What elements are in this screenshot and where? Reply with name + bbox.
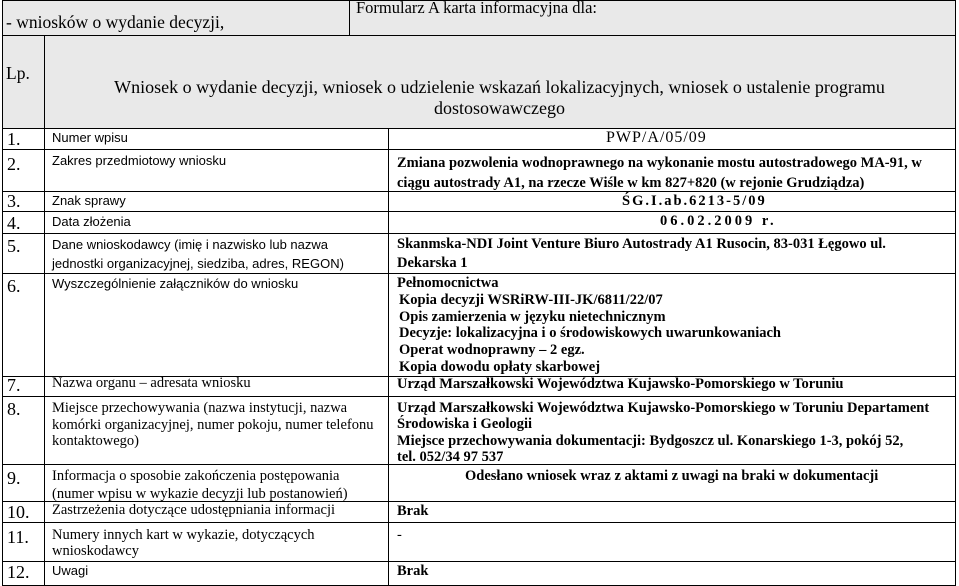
- row-label-line: wnioskodawcy: [52, 543, 139, 559]
- row-label: [52, 235, 344, 273]
- row-label: [52, 527, 315, 559]
- table-border: [955, 0, 956, 586]
- row-label-line: komórki organizacyjnej, numer pokoju, numer telefonu: [52, 416, 374, 433]
- row-value: [397, 503, 428, 520]
- row-label-line: Numery innych kart w wykazie, dotyczących: [52, 527, 315, 543]
- attachment-item: Pełnomocnictwa: [397, 275, 499, 291]
- row-number: 3.: [7, 191, 21, 211]
- row-value-line: Skanmska-NDI Joint Venture Biuro Autostrady A1 Rusocin, 83-031 Łęgowo ul.: [397, 236, 886, 252]
- row-value: [397, 153, 922, 193]
- table-border: [2, 0, 3, 586]
- row-number: 11.: [7, 527, 29, 547]
- row-value: [397, 527, 402, 544]
- row-number: 12.: [7, 562, 30, 582]
- document-title: [44, 77, 955, 119]
- row-label: [52, 502, 335, 519]
- attachment-item: Operat wodnoprawny – 2 egz.: [399, 342, 585, 359]
- header-left-note: - wniosków o wydanie decyzji,: [6, 12, 225, 32]
- attachment-item: Opis zamierzenia w języku nietechnicznym: [399, 308, 666, 325]
- row-value-line: Zmiana pozwolenia wodnoprawnego na wykonanie mostu autostradowego MA-91, w: [397, 155, 922, 171]
- row-value-line: ŚG.I.ab.6213-5/09: [622, 193, 767, 209]
- row-value-line: Dekarska 1: [397, 255, 468, 271]
- table-border: [2, 561, 956, 562]
- row-label: [52, 276, 298, 292]
- table-border: [388, 128, 389, 586]
- row-value: [397, 400, 929, 465]
- row-label-line: kontaktowego): [52, 433, 139, 449]
- attachment-item: Kopia dowodu opłaty skarbowej: [399, 358, 601, 375]
- row-value: [397, 275, 781, 376]
- row-label-line: Informacja o sposobie zakończenia postępowania: [52, 468, 340, 484]
- row-label: [52, 400, 373, 450]
- row-label: [52, 563, 88, 579]
- row-number: 7.: [7, 375, 21, 395]
- row-value-line: Brak: [397, 563, 429, 579]
- row-label-line: (numer wpisu w wykazie decyzji lub postanowień): [52, 486, 348, 502]
- table-border: [349, 0, 350, 35]
- row-label-line: Zakres przedmiotowy wniosku: [52, 153, 227, 168]
- row-value: [622, 193, 767, 210]
- table-border: [2, 35, 956, 36]
- table-border: [2, 396, 956, 397]
- row-label-line: Miejsce przechowywania (nazwa instytucji, nazwa: [52, 400, 348, 416]
- row-label: [52, 467, 348, 503]
- row-number: 9.: [7, 468, 21, 488]
- table-border: [2, 522, 956, 523]
- row-value: [397, 235, 886, 273]
- table-border: [2, 233, 956, 234]
- form-title: Formularz A karta informacyjna dla:: [356, 0, 598, 17]
- row-number: 1.: [7, 129, 21, 149]
- row-value-line: Środowiska i Geologii: [397, 416, 533, 433]
- row-label-line: Zastrzeżenia dotyczące udostępniania informacji: [52, 502, 336, 518]
- row-label: [52, 193, 126, 209]
- row-number: 10.: [7, 502, 30, 522]
- row-label: [52, 153, 226, 169]
- row-value-line: Miejsce przechowywania dokumentacji: Bydgoszcz ul. Konarskiego 1-3, pokój 52,: [397, 432, 904, 449]
- row-value: [397, 376, 843, 393]
- row-value-line: PWP/A/05/09: [606, 129, 707, 146]
- row-label-line: Data złożenia: [52, 214, 131, 229]
- row-value: [397, 563, 428, 580]
- row-label-line: Nazwa organu – adresata wniosku: [52, 375, 251, 391]
- row-value-line: -: [397, 527, 402, 543]
- table-border: [2, 149, 956, 150]
- row-label-line: Uwagi: [52, 563, 89, 578]
- row-label-line: Dane wnioskodawcy (imię i nazwisko lub nazwa: [52, 237, 329, 252]
- row-label: [52, 375, 251, 392]
- lp-header: Lp.: [6, 63, 30, 83]
- row-label-line: Wyszczególnienie załączników do wniosku: [52, 276, 299, 291]
- document-title-line: Wniosek o wydanie decyzji, wniosek o udzielenie wskazań lokalizacyjnych, wniosek o ustalenie programu: [114, 77, 885, 97]
- row-value-line: ciągu autostrady A1, na rzecze Wiśle w km 827+820 (w rejonie Grudziądza): [397, 175, 865, 191]
- row-number: 5.: [7, 236, 21, 256]
- row-label-line: Znak sprawy: [52, 193, 126, 208]
- attachment-item: Decyzje: lokalizacyjna i o środowiskowych uwarunkowaniach: [399, 325, 781, 342]
- row-value: [606, 129, 707, 147]
- table-border: [2, 273, 956, 274]
- row-label-line: jednostki organizacyjnej, siedziba, adres, REGON): [52, 256, 344, 271]
- row-label: [52, 214, 131, 230]
- document-title-line: dostosowawczego: [434, 98, 565, 118]
- row-label: [52, 130, 128, 146]
- row-number: 6.: [7, 276, 21, 296]
- row-value-line: Brak: [397, 503, 429, 519]
- row-number: 2.: [7, 154, 21, 174]
- row-number: 8.: [7, 399, 21, 419]
- row-value-line: tel. 052/34 97 537: [397, 448, 504, 465]
- table-border: [2, 211, 956, 212]
- table-border: [2, 128, 956, 129]
- row-value-line: Urząd Marszałkowski Województwa Kujawsko-Pomorskiego w Toruniu Departament: [397, 400, 930, 416]
- row-label-line: Numer wpisu: [52, 130, 128, 145]
- row-value: [660, 213, 777, 230]
- row-value-line: Urząd Marszałkowski Województwa Kujawsko-Pomorskiego w Toruniu: [397, 376, 844, 392]
- row-number: 4.: [7, 213, 21, 233]
- attachment-item: Kopia decyzji WSRiRW-III-JK/6811/22/07: [399, 291, 663, 308]
- row-value-line: 06.02.2009 r.: [660, 213, 777, 229]
- row-value-line: Odesłano wniosek wraz z aktami z uwagi na braki w dokumentacji: [465, 468, 879, 484]
- row-value: [465, 468, 878, 485]
